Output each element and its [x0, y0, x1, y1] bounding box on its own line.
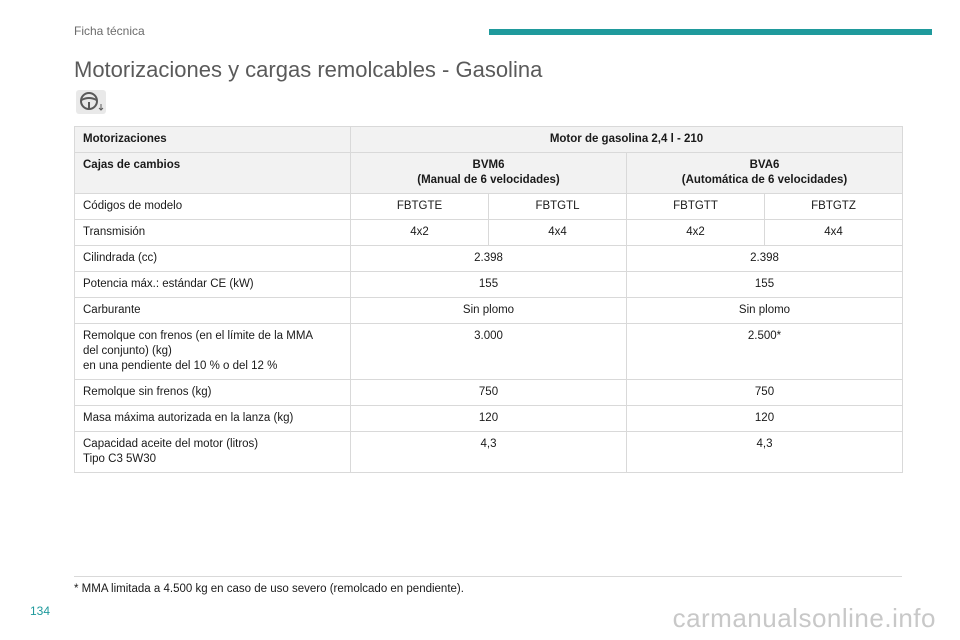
table-row — [75, 127, 903, 153]
row-label: Cilindrada (cc) — [75, 246, 351, 272]
table-cell: FBTGTZ — [765, 194, 903, 220]
table-cell: 4,3 — [627, 432, 903, 473]
section-label: Ficha técnica — [74, 24, 145, 38]
table-cell: 155 — [627, 272, 903, 298]
gearbox-name: BVA6 — [749, 159, 780, 171]
page-title: Motorizaciones y cargas remolcables - Gasolina — [74, 57, 543, 82]
row-label: Potencia máx.: estándar CE (kW) — [75, 272, 351, 298]
watermark: carmanualsonline.info — [672, 603, 936, 633]
row-label-line: del conjunto) (kg) — [83, 345, 172, 357]
engine-spec-table — [74, 126, 903, 473]
gearbox-name: BVM6 — [472, 159, 505, 171]
row-label-line: Remolque con frenos (en el límite de la MMA — [83, 330, 314, 342]
table-cell: FBTGTE — [351, 194, 489, 220]
row-label: Cajas de cambios — [75, 153, 351, 194]
table-cell: 2.500* — [627, 324, 903, 380]
table-row — [75, 406, 903, 432]
table-cell: 750 — [627, 380, 903, 406]
table-cell: Sin plomo — [627, 298, 903, 324]
table-cell: 4,3 — [351, 432, 627, 473]
table-row — [75, 153, 903, 194]
gearbox-detail: (Automática de 6 velocidades) — [681, 174, 848, 186]
table-cell: 4x4 — [765, 220, 903, 246]
table-cell: 155 — [351, 272, 627, 298]
table-row — [75, 298, 903, 324]
table-row — [75, 246, 903, 272]
table-cell: 4x4 — [489, 220, 627, 246]
row-label — [75, 324, 351, 380]
table-row — [75, 194, 903, 220]
table-cell: 2.398 — [351, 246, 627, 272]
table-cell: 120 — [627, 406, 903, 432]
gearbox-cell — [351, 153, 627, 194]
table-cell: FBTGTL — [489, 194, 627, 220]
table-row — [75, 432, 903, 473]
header-accent-bar — [489, 29, 932, 35]
table-cell: 4x2 — [351, 220, 489, 246]
table-cell: 2.398 — [627, 246, 903, 272]
row-label-line: Capacidad aceite del motor (litros) — [83, 438, 259, 450]
row-label: Códigos de modelo — [75, 194, 351, 220]
footnote-divider — [74, 576, 902, 577]
row-label: Carburante — [75, 298, 351, 324]
table-row — [75, 220, 903, 246]
gearbox-cell — [627, 153, 903, 194]
page-number: 134 — [30, 604, 51, 618]
engine-name: Motor de gasolina 2,4 l - 210 — [351, 127, 903, 153]
table-cell: Sin plomo — [351, 298, 627, 324]
table-row — [75, 380, 903, 406]
row-label: Masa máxima autorizada en la lanza (kg) — [75, 406, 351, 432]
table-row — [75, 324, 903, 380]
table-cell: 750 — [351, 380, 627, 406]
table-cell: FBTGTT — [627, 194, 765, 220]
gearbox-detail: (Manual de 6 velocidades) — [417, 174, 560, 186]
row-label-line: en una pendiente del 10 % o del 12 % — [83, 360, 278, 372]
row-label-line: Tipo C3 5W30 — [83, 453, 157, 465]
table-cell: 4x2 — [627, 220, 765, 246]
table-cell: 3.000 — [351, 324, 627, 380]
table-cell: 120 — [351, 406, 627, 432]
row-label: Remolque sin frenos (kg) — [75, 380, 351, 406]
table-row — [75, 272, 903, 298]
row-label: Motorizaciones — [75, 127, 351, 153]
steering-wheel-icon — [76, 90, 106, 114]
footnote: * MMA limitada a 4.500 kg en caso de uso severo (remolcado en pendiente). — [74, 583, 464, 595]
row-label: Transmisión — [75, 220, 351, 246]
row-label — [75, 432, 351, 473]
